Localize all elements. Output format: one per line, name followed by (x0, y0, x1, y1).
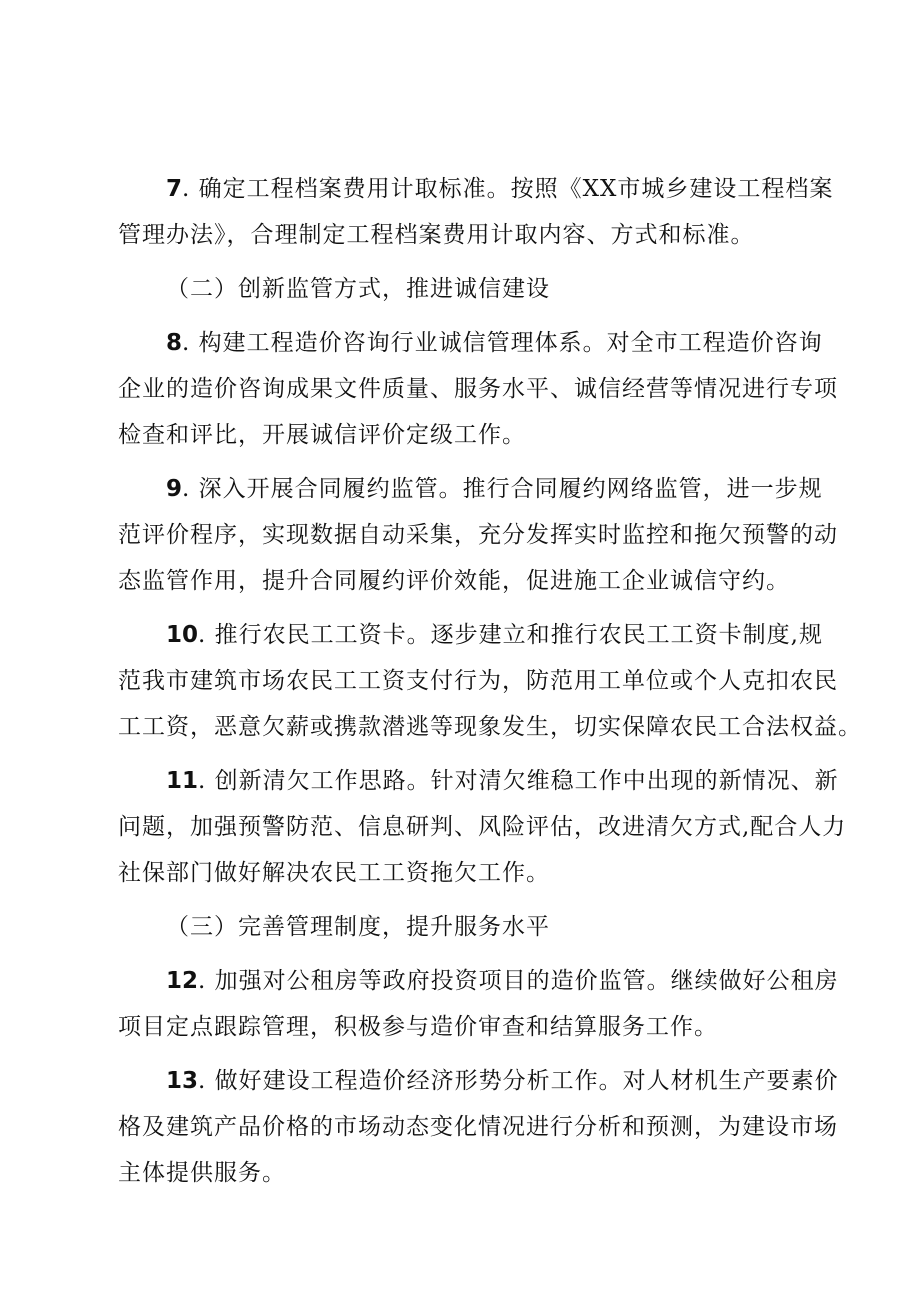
paragraph-line: 企业的造价咨询成果文件质量、服务水平、诚信经营等情况进行专项 (118, 376, 838, 402)
item-number: 10 (166, 622, 199, 648)
paragraph-line: 范我市建筑市场农民工工资支付行为，防范用工单位或个人克扣农民 (118, 668, 838, 694)
paragraph-9 (118, 466, 838, 604)
paragraph-line: 格及建筑产品价格的市场动态变化情况进行分析和预测，为建设市场 (118, 1114, 838, 1140)
paragraph-line: 范评价程序，实现数据自动采集，充分发挥实时监控和拖欠预警的动 (118, 522, 838, 548)
item-number: 13 (166, 1068, 199, 1094)
document-body (118, 166, 862, 1196)
paragraph-line: 9. 深入开展合同履约监管。推行合同履约网络监管，进一步规 (166, 476, 823, 502)
paragraph-10 (118, 612, 862, 750)
paragraph-line: 管理办法》，合理制定工程档案费用计取内容、方式和标准。 (118, 222, 755, 248)
paragraph-line: 主体提供服务。 (118, 1160, 286, 1186)
section-heading-2 (118, 266, 818, 312)
item-number: 11 (166, 768, 199, 794)
item-number: 7 (166, 176, 183, 202)
paragraph-line: 11. 创新清欠工作思路。针对清欠维稳工作中出现的新情况、新 (166, 768, 839, 794)
paragraph-line: 态监管作用，提升合同履约评价效能，促进施工企业诚信守约。 (118, 568, 790, 594)
paragraph-line: 工工资，恶意欠薪或携款潜逃等现象发生，切实保障农民工合法权益。 (118, 714, 862, 740)
paragraph-line: 7. 确定工程档案费用计取标准。按照《XX市城乡建设工程档案 (166, 176, 834, 202)
item-number: 12 (166, 968, 199, 994)
paragraph-line: 问题，加强预警防范、信息研判、风险评估，改进清欠方式,配合人力 (118, 814, 847, 840)
paragraph-line: 检查和评比，开展诚信评价定级工作。 (118, 422, 526, 448)
item-number: 9 (166, 476, 183, 502)
paragraph-13 (118, 1058, 839, 1196)
section-heading-3 (118, 904, 818, 950)
paragraph-7 (118, 166, 834, 258)
paragraph-line: 社保部门做好解决农民工工资拖欠工作。 (118, 860, 550, 886)
section-heading: （二）创新监管方式，推进诚信建设 (166, 276, 550, 302)
section-heading: （三）完善管理制度，提升服务水平 (166, 914, 550, 940)
paragraph-11 (118, 758, 847, 896)
item-number: 8 (166, 330, 183, 356)
paragraph-line: 8. 构建工程造价咨询行业诚信管理体系。对全市工程造价咨询 (166, 330, 823, 356)
paragraph-line: 项目定点跟踪管理，积极参与造价审查和结算服务工作。 (118, 1014, 718, 1040)
paragraph-8 (118, 320, 838, 458)
paragraph-12 (118, 958, 839, 1050)
paragraph-line: 12. 加强对公租房等政府投资项目的造价监管。继续做好公租房 (166, 968, 839, 994)
paragraph-line: 13. 做好建设工程造价经济形势分析工作。对人材机生产要素价 (166, 1068, 839, 1094)
paragraph-line: 10. 推行农民工工资卡。逐步建立和推行农民工工资卡制度,规 (166, 622, 823, 648)
